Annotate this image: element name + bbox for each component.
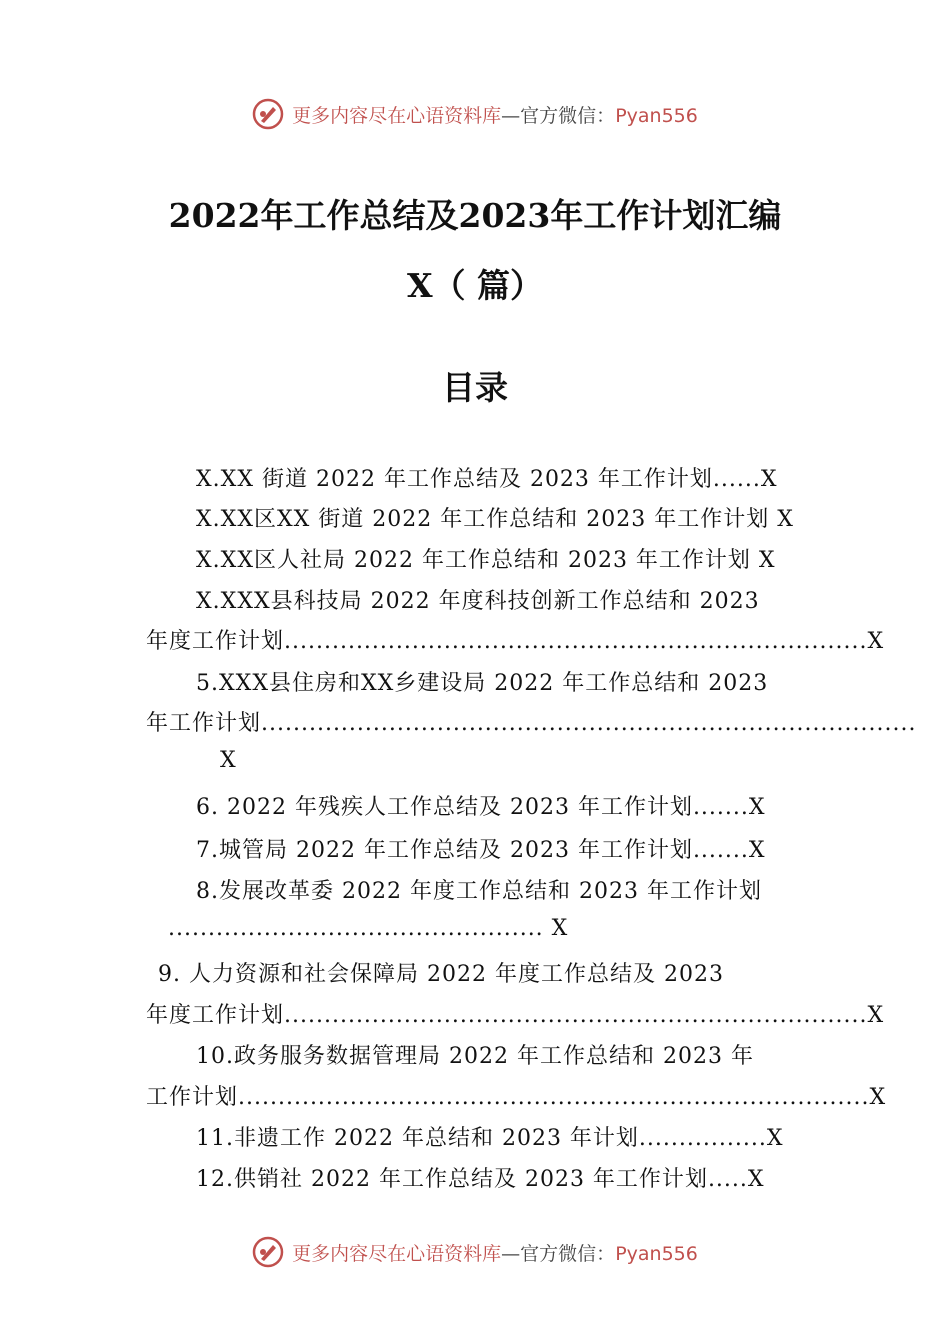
watermark-separator: —官方微信：: [501, 1242, 616, 1265]
toc-line: X.XX区XX 街道 2022 年工作总结和 2023 年工作计划 X: [196, 507, 794, 532]
toc-heading: 目录: [442, 368, 508, 407]
toc-line: 工作计划...............................................................................X: [146, 1085, 887, 1110]
toc-line: 6. 2022 年残疾人工作总结及 2023 年工作计划.......X: [196, 795, 766, 820]
toc-line: 11.非遗工作 2022 年总结和 2023 年计划................X: [196, 1126, 784, 1151]
pen-logo-icon: [252, 98, 284, 130]
toc-line: 年度工作计划.........................................................................X: [146, 629, 885, 654]
toc-line: X.XX区人社局 2022 年工作总结和 2023 年工作计划 X: [196, 548, 776, 573]
toc-line: 5.XXX县住房和XX乡建设局 2022 年工作总结和 2023: [196, 671, 769, 696]
watermark-separator: —官方微信：: [501, 104, 616, 127]
toc-line: ............................................... X: [168, 916, 569, 941]
footer-watermark: [0, 1236, 950, 1268]
toc-line: 10.政务服务数据管理局 2022 年工作总结和 2023 年: [196, 1044, 754, 1069]
toc-line: 12.供销社 2022 年工作总结及 2023 年工作计划.....X: [196, 1167, 765, 1192]
toc-line: X: [220, 748, 237, 773]
document-title: 2022年工作总结及2023年工作计划汇编: [168, 196, 782, 235]
toc-line: X.XXX县科技局 2022 年度科技创新工作总结和 2023: [196, 589, 760, 614]
toc-line: 年度工作计划.........................................................................X: [146, 1003, 885, 1028]
watermark-wechat-id: Pyan556: [615, 104, 698, 127]
document-subtitle: X（ 篇）: [406, 266, 544, 305]
watermark-wechat-id: Pyan556: [615, 1242, 698, 1265]
toc-line: 年工作计划..................................................................................: [146, 711, 917, 736]
toc-line: X.XX 街道 2022 年工作总结及 2023 年工作计划......X: [196, 467, 778, 492]
toc-line: 7.城管局 2022 年工作总结及 2023 年工作计划.......X: [196, 838, 766, 863]
header-watermark: [0, 98, 950, 130]
pen-logo-icon: [252, 1236, 284, 1268]
watermark-text: 更多内容尽在心语资料库: [292, 104, 502, 127]
watermark-text: 更多内容尽在心语资料库: [292, 1242, 502, 1265]
toc-line: 9. 人力资源和社会保障局 2022 年度工作总结及 2023: [158, 962, 724, 987]
toc-line: 8.发展改革委 2022 年度工作总结和 2023 年工作计划: [196, 879, 762, 904]
